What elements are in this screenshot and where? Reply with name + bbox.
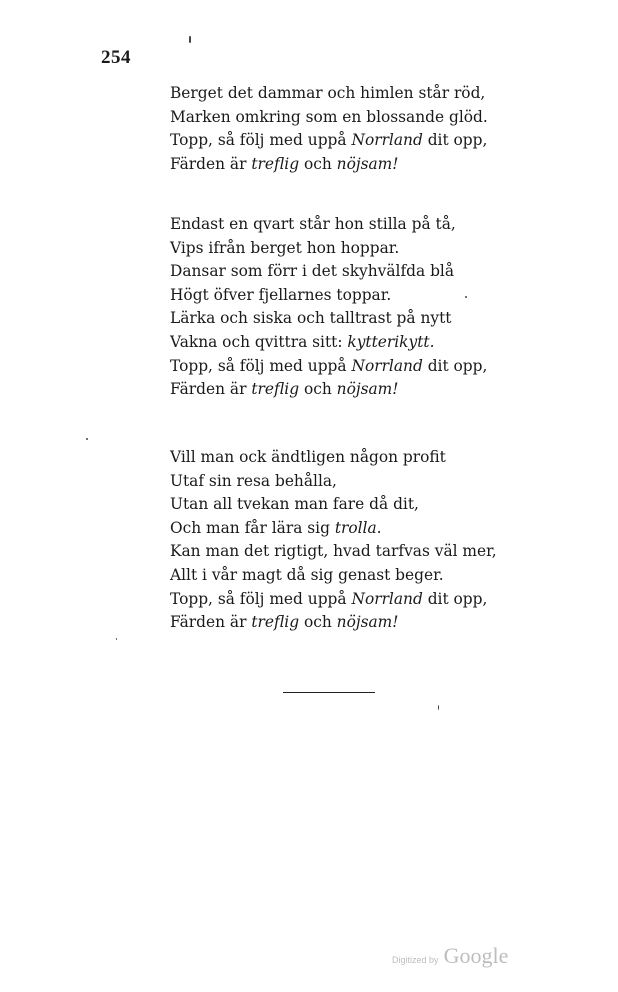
poem-line	[170, 564, 497, 588]
poem-line	[170, 540, 497, 564]
poem-line	[170, 153, 488, 177]
stanza-2	[170, 213, 487, 402]
line-text: Färden är	[170, 154, 252, 173]
italic-text: treflig	[251, 380, 300, 399]
stanza-1	[170, 82, 488, 176]
section-divider	[283, 692, 375, 693]
poem-line	[170, 331, 487, 355]
italic-text: nöjsam!	[336, 154, 399, 173]
line-text: Högt öfver fjellarnes toppar.	[170, 285, 392, 304]
line-text: Topp, så följ med uppå	[170, 131, 352, 150]
line-text: Färden är	[170, 380, 252, 399]
line-text: dit opp,	[422, 356, 488, 375]
poem-line	[170, 213, 487, 237]
italic-text: kytterikytt.	[347, 332, 435, 351]
page-number: 254	[101, 47, 131, 68]
line-text: Endast en qvart står hon stilla på tå,	[170, 215, 456, 233]
line-text: Dansar som förr i det skyhvälfda blå	[170, 262, 455, 281]
line-text: Marken omkring som en blossande glöd.	[170, 107, 488, 126]
line-text: Vips ifrån berget hon hoppar.	[170, 238, 400, 257]
google-watermark	[392, 943, 508, 969]
line-text: dit opp,	[422, 131, 488, 150]
poem-line	[170, 129, 488, 153]
italic-text: Norrland	[351, 589, 423, 608]
poem-line	[170, 446, 497, 470]
line-text: Utan all tvekan man fare då dit,	[170, 495, 419, 514]
ink-speck	[465, 296, 467, 298]
line-text: Utaf sin resa behålla,	[170, 471, 337, 490]
italic-text: nöjsam!	[336, 613, 399, 632]
poem-line	[170, 82, 488, 106]
line-text: Kan man det rigtigt, hvad tarfvas väl mer,	[170, 542, 497, 561]
line-text: och	[299, 380, 337, 399]
poem-line	[170, 611, 497, 635]
italic-text: trolla.	[334, 518, 382, 537]
line-text: Allt i vår magt då sig genast beger.	[170, 565, 444, 584]
ink-speck	[86, 438, 88, 440]
poem-line	[170, 237, 487, 261]
poem-line	[170, 378, 487, 402]
line-text: dit opp,	[422, 589, 488, 608]
poem-line	[170, 106, 488, 130]
line-text: Färden är	[170, 613, 252, 632]
italic-text: Norrland	[351, 131, 423, 150]
line-text: Topp, så följ med uppå	[170, 356, 352, 375]
line-text: Berget det dammar och himlen står röd,	[170, 84, 486, 102]
line-text: och	[299, 154, 337, 173]
italic-text: nöjsam!	[336, 380, 399, 399]
poem-line	[170, 307, 487, 331]
line-text: Vakna och qvittra sitt:	[170, 332, 348, 351]
italic-text: Norrland	[351, 356, 423, 375]
italic-text: treflig	[251, 613, 300, 632]
stanza-3	[170, 446, 497, 635]
poem-line	[170, 355, 487, 379]
line-text: Topp, så följ med uppå	[170, 589, 352, 608]
poem-line	[170, 260, 487, 284]
poem-line	[170, 470, 497, 494]
ink-speck	[438, 705, 439, 710]
ink-speck	[116, 638, 117, 640]
google-logo: Google	[443, 943, 509, 968]
line-text: och	[299, 613, 337, 632]
italic-text: treflig	[251, 154, 300, 173]
line-text: Och man får lära sig	[170, 518, 335, 537]
poem-line	[170, 284, 487, 308]
poem-line	[170, 517, 497, 541]
ink-speck	[189, 36, 191, 43]
line-text: Lärka och siska och talltrast på nytt	[170, 309, 452, 328]
watermark-prefix: Digitized by	[392, 955, 439, 965]
poem-line	[170, 588, 497, 612]
poem-line	[170, 493, 497, 517]
line-text: Vill man ock ändtligen någon profit	[170, 448, 446, 466]
